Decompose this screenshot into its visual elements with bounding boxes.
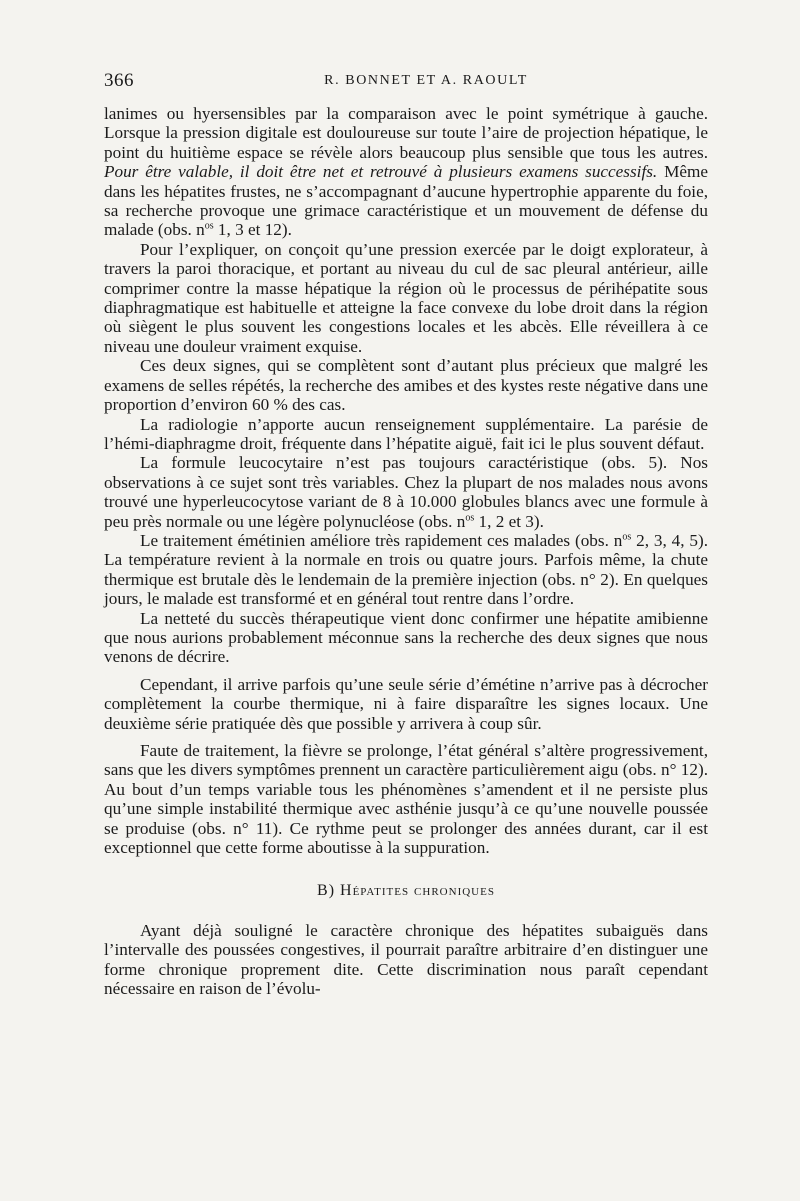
section-subheading [104,881,708,900]
superscript: os [465,511,475,523]
body-text [104,104,708,998]
subheading-title: Hépatites chroniques [340,882,495,900]
paragraph-7: La netteté du succès thérapeutique vient donc confirmer une hépatite amibienne que nous aurions probablement méconnue sans la recherche des deux signes que nous venons de décrire. [104,608,708,667]
superscript: os [622,531,632,543]
paragraph-5-text-b: 1, 2 et 3). [474,511,544,531]
paragraph-6-text-b: 2, 3, 4, 5). La température revient à la normale en trois ou quatre jours. Parfois même, la chute thermique est brutale dès le lendemain de la première injection (obs. n° 2). En quelques jours, le malade est transformé et en général tout rentre dans l’ordre. [104,530,708,609]
paragraph-1-text-b: Même dans les hépatites frustes, ne s’accompagnant d’aucune hypertrophie apparente du foie, sa recherche provoque une grimace caractéristique et un mouvement de défense du malade (obs. n [104,162,708,240]
page-header [104,70,708,92]
paragraph-5-text-a: La formule leucocytaire n’est pas toujours caractéristique (obs. 5). Nos observations à ce sujet sont très variables. Chez la plupart de nos malades nous avons trouvé une hyperleucocytose variant de 8 à 10.000 globules blancs avec une formule à peu près normale ou une légère polynucléose (obs. n [104,453,708,531]
paragraph-2: Pour l’expliquer, on conçoit qu’une pression exercée par le doigt explorateur, à travers la paroi thoracique, et portant au niveau du cul de sac pleural antérieur, aille comprimer contre la masse hépatique la région où le processus de périhépatite sous diaphragmatique est habituelle et atteigne la face convexe du lobe droit dans la région où siègent le plus souvent les congestions locales et les abcès. Elle réveillera à ce niveau une douleur vraiment exquise. [104,239,708,356]
paragraph-4: La radiologie n’apporte aucun renseignement supplémentaire. La parésie de l’hémi-diaphragme droit, fréquente dans l’hépatite aiguë, fait ici le plus souvent défaut. [104,414,708,453]
paragraph-5 [104,453,708,531]
paragraph-6-text-a: Le traitement émétinien améliore très rapidement ces malades (obs. n [140,530,623,550]
paragraph-1-text-a: lanimes ou hyersensibles par la comparaison avec le point symétrique à gauche. Lorsque la pression digitale est douloureuse sur toute l’aire de projection hépatique, le point du huitième espace se révèle alors beaucoup plus sensible que tous les autres. [104,104,708,162]
paragraph-10: Ayant déjà souligné le caractère chronique des hépatites subaiguës dans l’intervalle des poussées congestives, il pourrait paraître arbitraire d’en distinguer une forme chronique proprement dite. Cette discrimination nous paraît cependant nécessaire en raison de l’évolu- [104,920,708,999]
paragraph-8: Cependant, il arrive parfois qu’une seule série d’émétine n’arrive pas à décrocher complètement la courbe thermique, ni à faire disparaître les signes locaux. Une deuxième série pratiquée dès que possible y arrivera à coup sûr. [104,674,708,733]
running-head: R. BONNET ET A. RAOULT [324,73,528,88]
superscript: os [204,220,214,232]
paragraph-1 [104,104,708,240]
paragraph-3: Ces deux signes, qui se complètent sont d’autant plus précieux que malgré les examens de selles répétés, la recherche des amibes et des kystes reste négative dans une proportion d’environ 60 % des cas. [104,356,708,415]
page-number: 366 [104,70,134,91]
paragraph-1-emphasis: Pour être valable, il doit être net et retrouvé à plusieurs examens successifs. [104,162,658,182]
subheading-label: B) [317,882,336,900]
paragraph-6 [104,531,708,609]
paragraph-1-text-c: 1, 3 et 12). [213,220,292,240]
paragraph-9: Faute de traitement, la fièvre se prolonge, l’état général s’altère progressivement, sans que les divers symptômes prennent un caractère particulièrement aigu (obs. n° 12). Au bout d’un temps variable tous les phénomènes s’amendent et il ne persiste plus qu’une simple instabilité thermique avec asthénie jusqu’à ce qu’une nouvelle poussée se produise (obs. n° 11). Ce rythme peut se prolonger des années durant, car il est exceptionnel que cette forme aboutisse à la suppuration. [104,741,708,858]
